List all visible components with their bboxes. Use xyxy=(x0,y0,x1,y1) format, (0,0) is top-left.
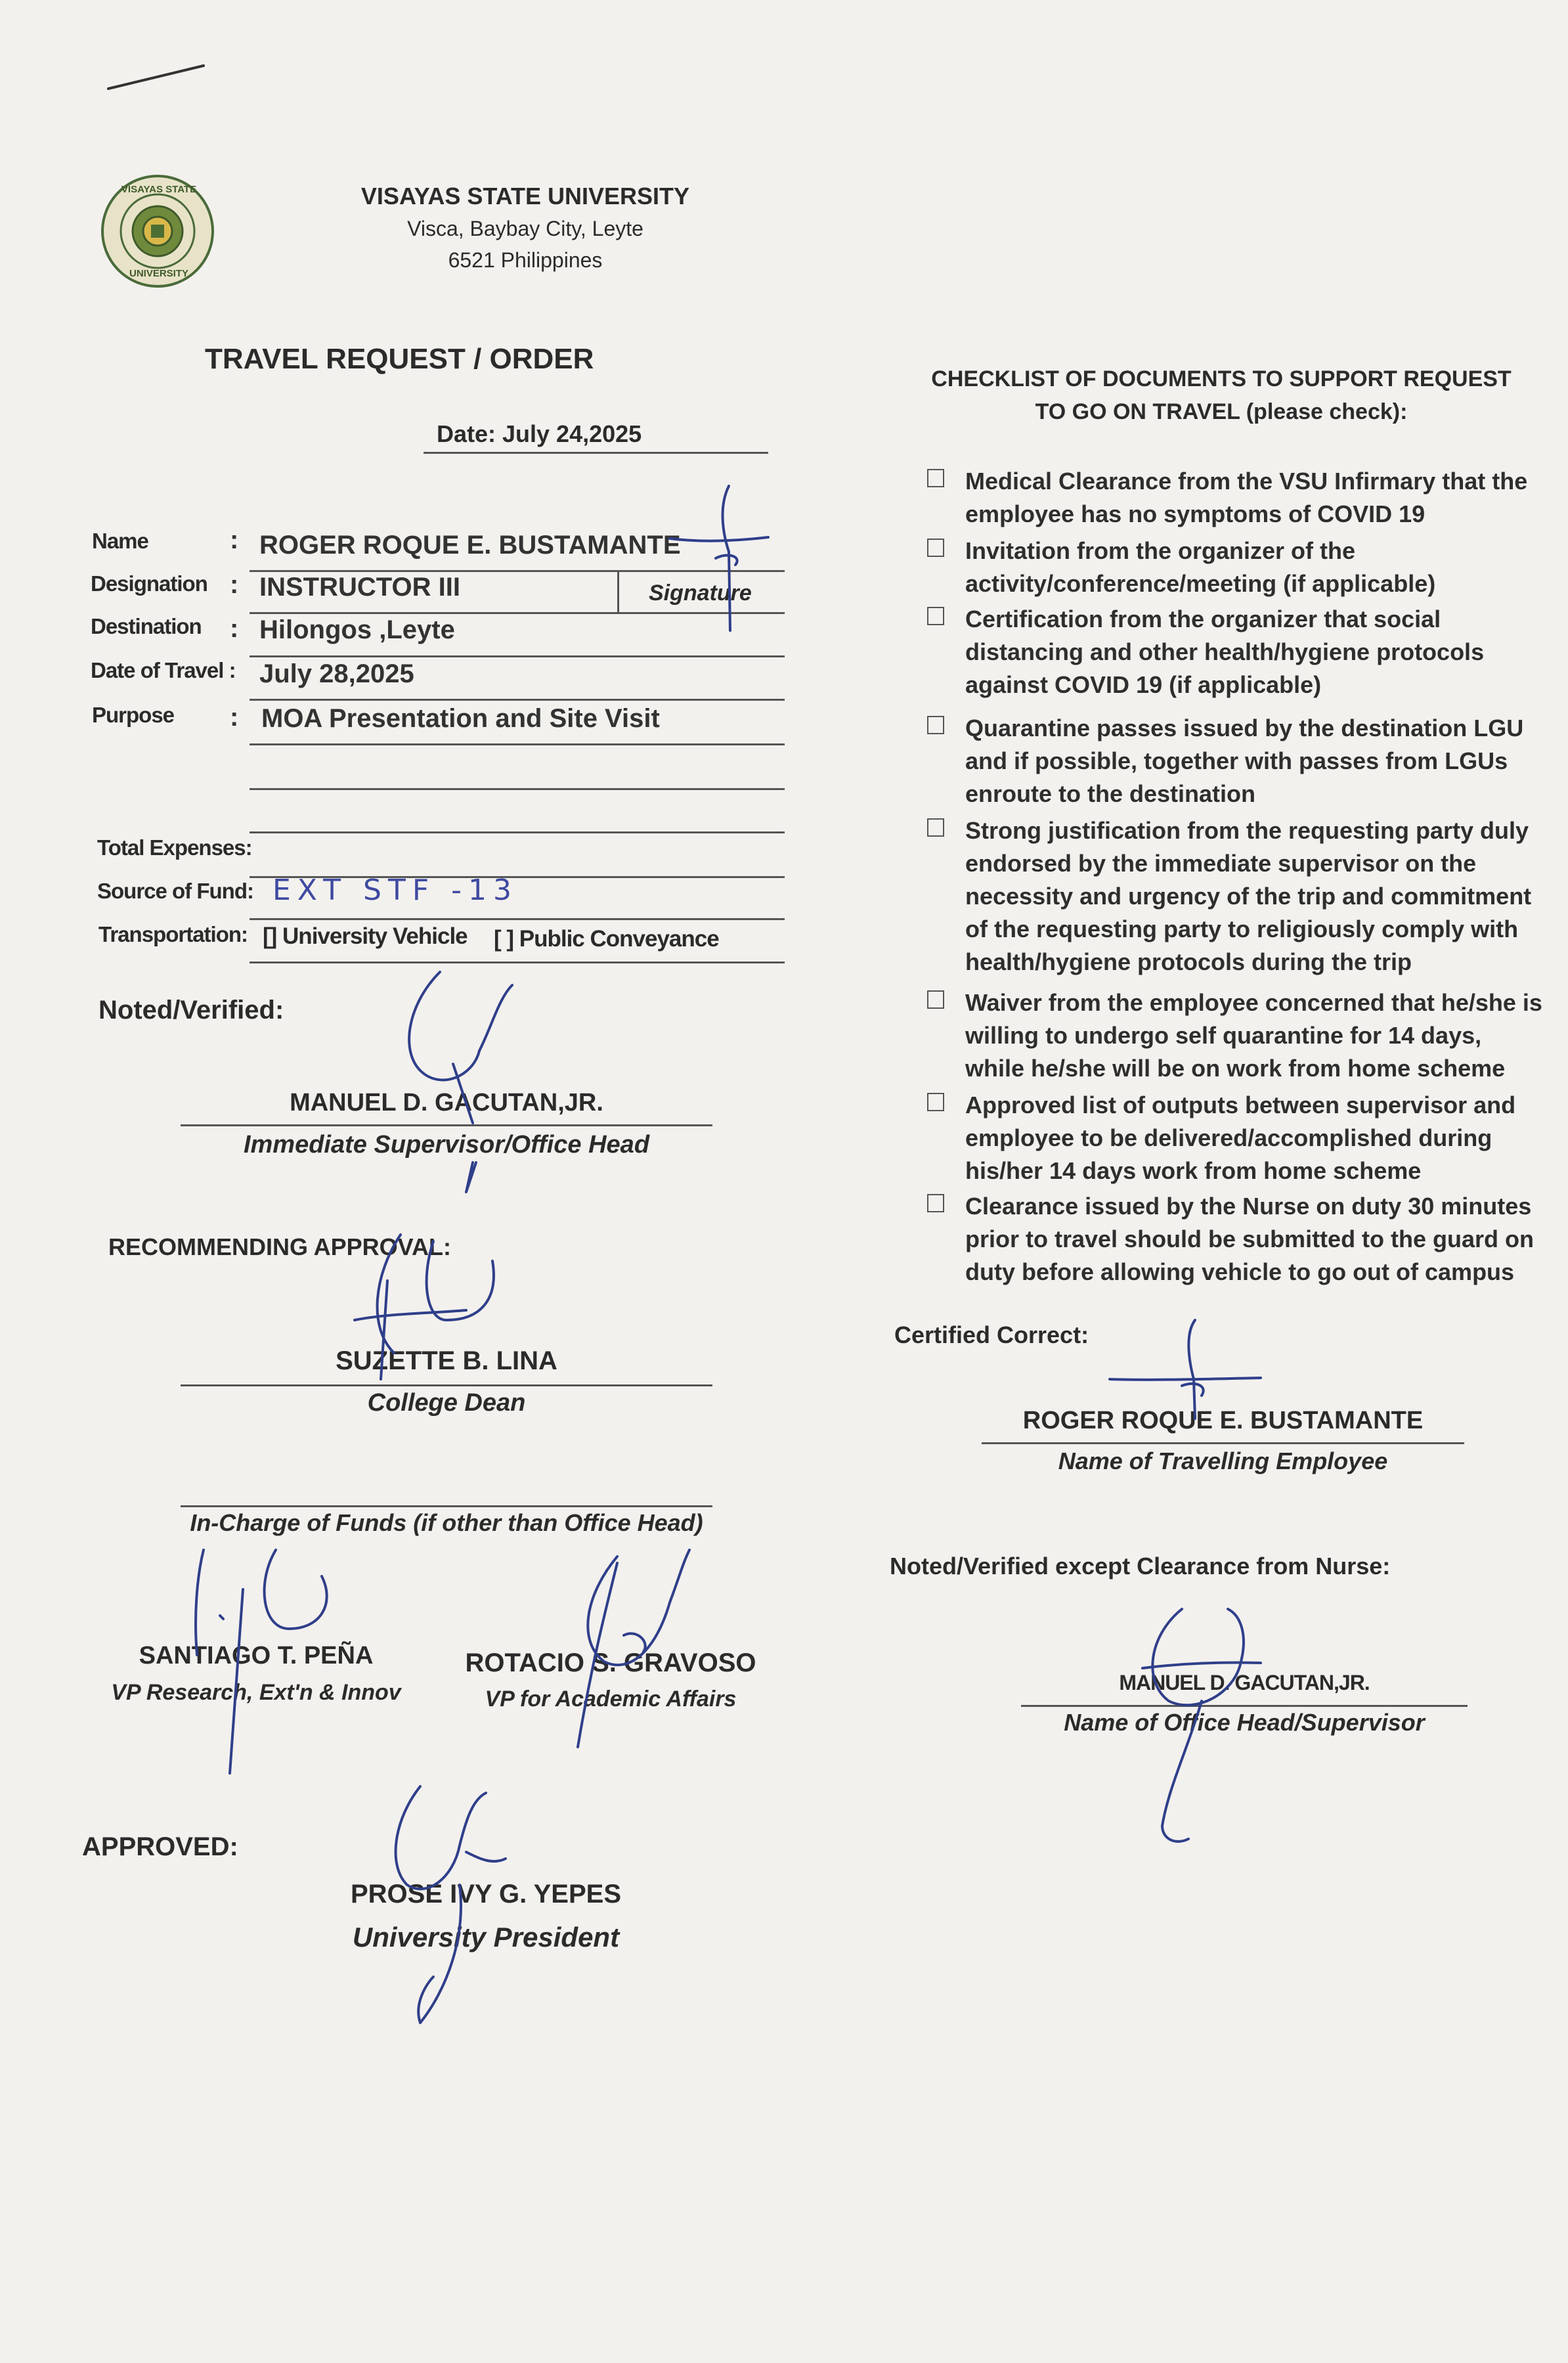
university-name: VISAYAS STATE UNIVERSITY xyxy=(360,183,690,210)
signature-vp-research xyxy=(184,1537,355,1786)
checklist-item-4: Quarantine passes issued by the destination LGU and if possible, together with passes from LGUs enroute to the destination xyxy=(965,715,1524,807)
checklist-checkbox-8[interactable] xyxy=(927,1194,944,1212)
purpose-colon: : xyxy=(230,703,239,732)
purpose-underline-2 xyxy=(250,788,785,790)
purpose-underline-3 xyxy=(250,831,785,833)
certified-title: Name of Travelling Employee xyxy=(1058,1447,1388,1474)
university-address-line1: Visca, Baybay City, Leyte xyxy=(407,217,643,240)
president-name: PROSE IVY G. YEPES xyxy=(350,1880,622,1909)
transportation-underline xyxy=(250,961,785,963)
name-label: Name xyxy=(92,529,148,553)
checklist-checkbox-3[interactable] xyxy=(927,607,944,625)
vp-research-title: VP Research, Ext'n & Innov xyxy=(111,1680,401,1705)
destination-label: Destination xyxy=(91,614,202,638)
certified-name: ROGER ROQUE E. BUSTAMANTE xyxy=(1022,1407,1424,1434)
designation-label: Designation xyxy=(91,571,207,596)
seal-text-top: VISAYAS STATE xyxy=(121,184,197,195)
checklist-checkbox-6[interactable] xyxy=(927,990,944,1009)
designation-value: INSTRUCTOR III xyxy=(259,573,460,602)
source-of-fund-label: Source of Fund: xyxy=(97,879,253,903)
purpose-label: Purpose xyxy=(92,703,175,727)
noted-title: Immediate Supervisor/Office Head xyxy=(243,1131,650,1159)
name-value: ROGER ROQUE E. BUSTAMANTE xyxy=(259,531,681,560)
destination-colon: : xyxy=(230,614,239,643)
designation-colon: : xyxy=(230,570,239,599)
certified-correct-label: Certified Correct: xyxy=(894,1321,1089,1348)
signature-applicant xyxy=(657,479,775,637)
checklist-title-line2: TO GO ON TRAVEL (please check): xyxy=(1035,399,1408,424)
checklist-checkbox-4[interactable] xyxy=(927,716,944,734)
destination-underline xyxy=(250,655,785,657)
noted-verified-label: Noted/Verified: xyxy=(98,996,284,1025)
destination-value: Hilongos ,Leyte xyxy=(259,615,455,644)
signature-dean xyxy=(335,1222,532,1405)
pen-mark xyxy=(105,59,210,99)
transportation-label: Transportation: xyxy=(98,922,248,946)
checklist-item-8: Clearance issued by the Nurse on duty 30 minutes prior to travel should be submitted to the guard on duty before allowing vehicle to go out of campus xyxy=(965,1193,1535,1285)
seal-text-bottom: UNIVERSITY xyxy=(129,268,188,279)
noted-name: MANUEL D. GACUTAN,JR. xyxy=(290,1089,603,1116)
signature-vp-academic xyxy=(552,1537,703,1754)
total-expenses-label: Total Expenses: xyxy=(97,835,252,860)
form-date: Date: July 24,2025 xyxy=(437,420,642,447)
signature-noted-except xyxy=(1103,1589,1313,1852)
checklist-item-1: Medical Clearance from the VSU Infirmary that the employee has no symptoms of COVID 19 xyxy=(965,468,1528,527)
noted-except-title: Name of Office Head/Supervisor xyxy=(1064,1709,1425,1736)
date-of-travel-label: Date of Travel : xyxy=(91,658,236,682)
university-address-line2: 6521 Philippines xyxy=(448,248,603,272)
vp-academic-name: ROTACIO S. GRAVOSO xyxy=(465,1648,756,1677)
date-of-travel-underline xyxy=(250,699,785,701)
vp-research-name: SANTIAGO T. PEÑA xyxy=(139,1642,374,1669)
recommending-title: College Dean xyxy=(367,1389,526,1417)
in-charge-underline xyxy=(181,1505,712,1507)
certified-underline xyxy=(982,1442,1464,1444)
checklist-item-5: Strong justification from the requesting party duly endorsed by the immediate supervisor on the necessity and urgency of the trip and commitment of the requesting party to religiously comply with health/hygiene protocols during the trip xyxy=(965,817,1532,975)
checklist-item-6: Waiver from the employee concerned that he/she is willing to undergo self quarantine for 14 days, while he/she will be on work from home scheme xyxy=(965,989,1542,1082)
checklist-checkbox-7[interactable] xyxy=(927,1093,944,1111)
president-title: University President xyxy=(352,1922,620,1953)
vp-academic-title: VP for Academic Affairs xyxy=(485,1687,737,1712)
signature-certified xyxy=(1097,1307,1267,1425)
checklist-checkbox-1[interactable] xyxy=(927,469,944,487)
noted-except-label: Noted/Verified except Clearance from Nurse: xyxy=(890,1553,1391,1579)
in-charge-title: In-Charge of Funds (if other than Office Head) xyxy=(190,1509,703,1536)
signature-box-divider xyxy=(617,570,619,612)
name-colon: : xyxy=(230,525,239,554)
university-seal xyxy=(98,172,217,290)
checklist-checkbox-5[interactable] xyxy=(927,818,944,837)
source-of-fund-value: EXT STF -13 xyxy=(272,873,518,907)
signature-label: Signature xyxy=(649,581,752,606)
checklist-checkbox-2[interactable] xyxy=(927,539,944,557)
transport-option-university-vehicle: [] University Vehicle xyxy=(263,923,468,949)
checklist-item-2: Invitation from the organizer of the activity/conference/meeting (if applicable) xyxy=(965,537,1436,597)
transport-option-public-conveyance: [ ] Public Conveyance xyxy=(494,926,719,952)
date-of-travel-value: July 28,2025 xyxy=(259,659,414,688)
checklist-item-7: Approved list of outputs between supervisor and employee to be delivered/accomplished during his/her 14 days work from home scheme xyxy=(965,1092,1516,1184)
approved-label: APPROVED: xyxy=(82,1832,238,1861)
recommending-approval-label: RECOMMENDING APPROVAL: xyxy=(108,1233,451,1260)
signature-noted-supervisor xyxy=(394,965,538,1202)
purpose-underline-1 xyxy=(250,743,785,745)
checklist-item-3: Certification from the organizer that social distancing and other health/hygiene protocols against COVID 19 (if applicable) xyxy=(965,606,1485,698)
noted-except-name: MANUEL D. GACUTAN,JR. xyxy=(1119,1671,1370,1694)
date-underline xyxy=(424,452,768,454)
form-title: TRAVEL REQUEST / ORDER xyxy=(205,343,594,375)
recommending-name: SUZETTE B. LINA xyxy=(336,1346,557,1375)
purpose-value: MOA Presentation and Site Visit xyxy=(261,704,660,733)
checklist-title-line1: CHECKLIST OF DOCUMENTS TO SUPPORT REQUEST xyxy=(931,366,1512,391)
signature-president xyxy=(368,1767,565,2036)
source-of-fund-underline xyxy=(250,918,785,920)
